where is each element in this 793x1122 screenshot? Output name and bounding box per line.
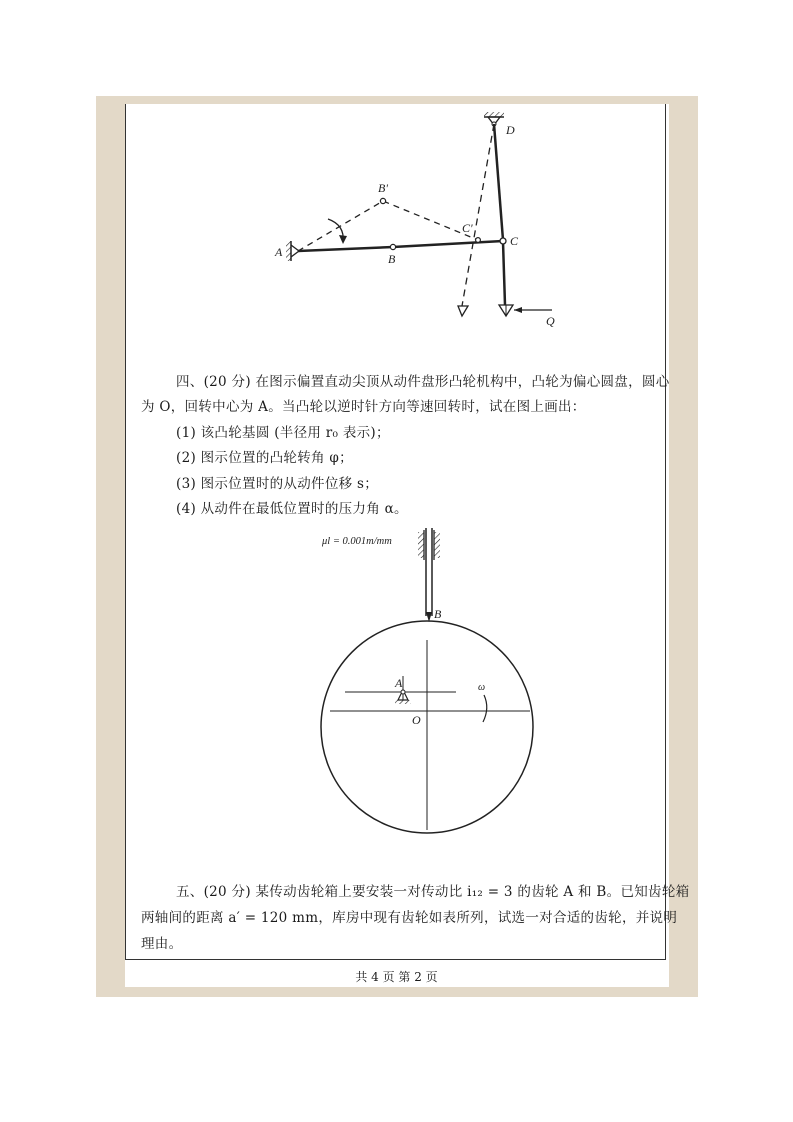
q4-item-3: (3) 图示位置时的从动件位移 s；	[176, 476, 379, 492]
q5-line2: 两轴间的距离 a′ = 120 mm，库房中现有齿轮如表所列，试选一对合适的齿轮，并说明	[141, 910, 678, 926]
page-footer: 共 4 页 第 2 页	[355, 970, 438, 984]
q4-line1: 四、(20 分) 在图示偏置直动尖顶从动件盘形凸轮机构中，凸轮为偏心圆盘，圆心	[176, 374, 670, 390]
q5-line3: 理由。	[141, 936, 183, 952]
label-cam-a: A	[395, 676, 403, 690]
q4-item-2: (2) 图示位置的凸轮转角 φ；	[176, 450, 353, 466]
link-dc-prime	[462, 124, 494, 306]
label-c-prime: C'	[462, 221, 473, 235]
scale-label: μl = 0.001m/mm	[322, 536, 392, 547]
omega-arrow-icon	[483, 695, 487, 722]
label-b: B	[388, 252, 396, 266]
label-c: C	[510, 234, 519, 248]
q5-line1: 五、(20 分) 某传动齿轮箱上要安装一对传动比 i₁₂ = 3 的齿轮 A 和 B。已知齿轮箱	[176, 884, 690, 900]
link-dc	[494, 124, 503, 240]
label-cam-o: O	[412, 713, 421, 727]
q4-item-4: (4) 从动件在最低位置时的压力角 α。	[176, 501, 408, 517]
label-cam-b: B	[434, 607, 442, 621]
label-d: D	[506, 123, 515, 137]
label-a: A	[275, 245, 283, 259]
q4-line2: 为 O，回转中心为 A。当凸轮以逆时针方向等速回转时，试在图上画出：	[141, 399, 586, 415]
label-omega: ω	[478, 682, 486, 693]
label-q: Q	[546, 314, 555, 328]
q4-item-1: (1) 该凸轮基圆 (半径用 r₀ 表示)；	[176, 425, 390, 441]
label-b-prime: B'	[378, 181, 388, 195]
